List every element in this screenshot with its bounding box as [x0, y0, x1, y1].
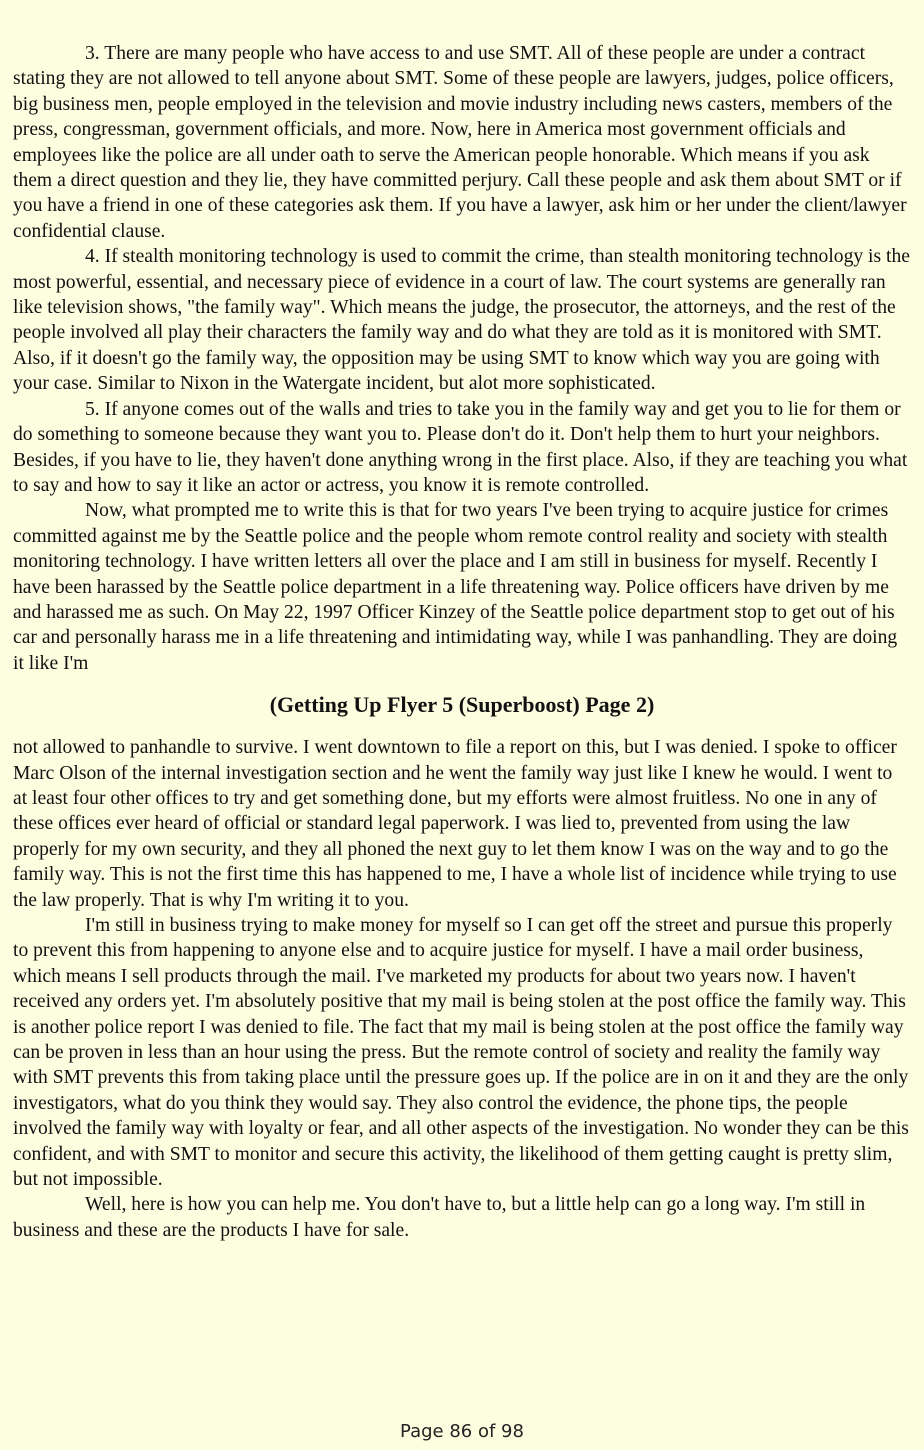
page-number: Page 86 of 98 — [400, 1421, 524, 1442]
paragraph-3: 3. There are many people who have access to and use SMT. All of these people are under a contract stating they are not allowed to tell anyone about SMT. Some of these people are lawyers, judges, police officers, big business men, people employed in the television and movie industry including news casters, members of the press, congressman, government officials, and more. Now, here in America most government officials and employees like the police are all under oath to serve the American people honorable. Which means if you ask them a direct question and they lie, they have committed perjury. Call these people and ask them about SMT or if you have a friend in one of these categories ask them. If you have a lawyer, ask him or her under the client/lawyer confidential clause. — [13, 43, 907, 242]
document-page — [13, 41, 911, 1243]
paragraph-4: 4. If stealth monitoring technology is used to commit the crime, than stealth monitoring technology is the most powerful, essential, and necessary piece of evidence in a court of law. The court systems are generally ran like television shows, "the family way". Which means the judge, the prosecutor, the attorneys, and the rest of the people involved all play their characters the family way and do what they are told as it is monitored with SMT. Also, if it doesn't go the family way, the opposition may be using SMT to know which way you are going with your case. Similar to Nixon in the Watergate incident, but alot more sophisticated. — [13, 246, 910, 395]
paragraph-business: I'm still in business trying to make money for myself so I can get off the street and pursue this properly to prevent this from happening to anyone else and to acquire justice for myself. I have a mail order business, which means I sell products through the mail. I've marketed my products for about two years now. I haven't received any orders yet. I'm absolutely positive that my mail is being stolen at the post office the family way. This is another police report I was denied to file. The fact that my mail is being stolen at the post office the family way can be proven in less than an hour using the press. But the remote control of society and reality the family way with SMT prevents this from taking place until the pressure goes up. If the police are in on it and they are the only investigators, what do you think they would say. They also control the evidence, the phone tips, the people involved the family way with loyalty or fear, and all other aspects of the investigation. No wonder they can be this confident, and with SMT to monitor and secure this activity, the likelihood of them getting caught is pretty slim, but not impossible. — [13, 915, 909, 1191]
paragraph-now: Now, what prompted me to write this is that for two years I've been trying to acquire justice for crimes committed against me by the Seattle police and the people whom remote control reality and society with stealth monitoring technology. I have written letters all over the place and I am still in business for myself. Recently I have been harassed by the Seattle police department in a life threatening way. Police officers have driven by me and harassed me as such. On May 22, 1997 Officer Kinzey of the Seattle police department stop to get out of his car and personally harass me in a life threatening and intimidating way, while I was panhandling. They are doing it like I'm — [13, 500, 898, 674]
paragraph-continued: not allowed to panhandle to survive. I went downtown to file a report on this, but I was denied. I spoke to officer Marc Olson of the internal investigation section and he went the family way just like I knew he would. I went to at least four other offices to try and get something done, but my efforts were almost fruitless. No one in any of these offices ever heard of official or standard legal paperwork. I was lied to, prevented from using the law properly for my own security, and they all phoned the next guy to let them know I was on the way and to go the family way. This is not the first time this has happened to me, I have a whole list of incidence while trying to use the law properly. That is why I'm writing it to you. — [13, 737, 897, 911]
section-heading: (Getting Up Flyer 5 (Superboost) Page 2) — [269, 692, 655, 718]
paragraph-5: 5. If anyone comes out of the walls and tries to take you in the family way and get you to lie for them or do something to someone because they want you to. Please don't do it. Don't help them to hurt your neighbors. Besides, if you have to lie, they haven't done anything wrong in the first place. Also, if they are teaching you what to say and how to say it like an actor or actress, you know it is remote controlled. — [13, 398, 908, 496]
paragraph-help: Well, here is how you can help me. You don't have to, but a little help can go a long way. I'm still in business and these are the products I have for sale. — [13, 1194, 866, 1241]
